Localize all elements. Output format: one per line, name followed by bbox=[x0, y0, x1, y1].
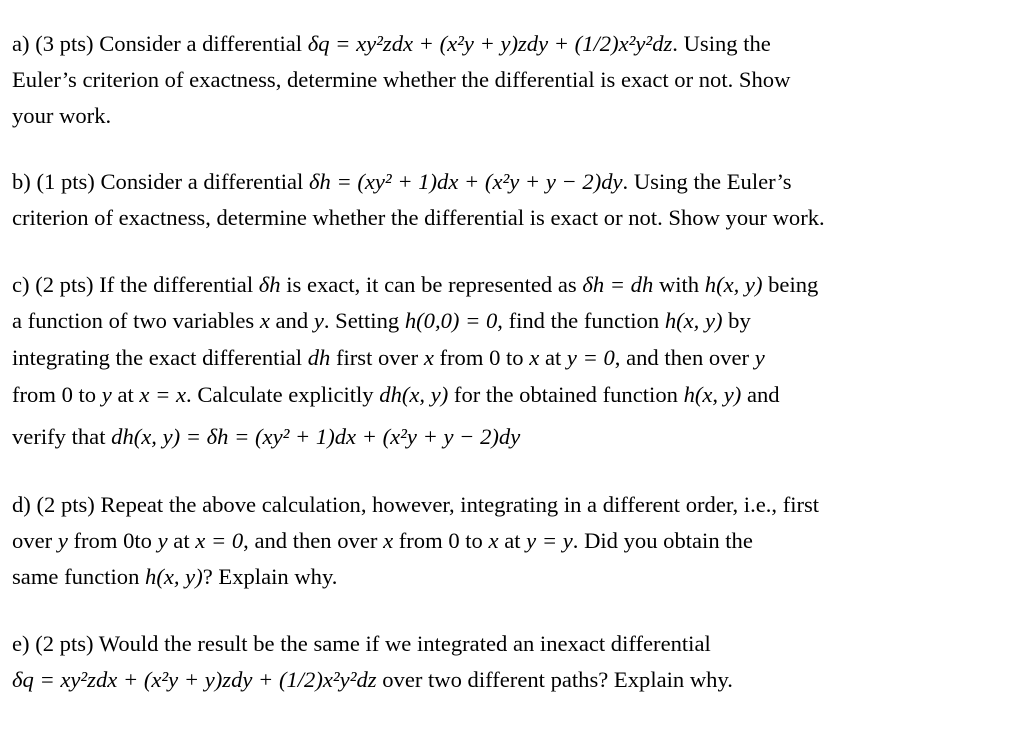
math: δh = dh bbox=[582, 272, 654, 297]
problem-b-label: b) (1 pts) Consider a differential bbox=[12, 169, 304, 194]
math: y bbox=[101, 382, 112, 407]
text: from 0 to bbox=[12, 382, 97, 407]
text: by bbox=[728, 308, 751, 333]
math: x bbox=[529, 345, 540, 370]
math: y bbox=[157, 528, 168, 553]
text: and bbox=[746, 382, 780, 407]
text: over bbox=[12, 528, 53, 553]
text: , and then over bbox=[243, 528, 378, 553]
math: h(x, y) bbox=[664, 308, 723, 333]
problem-a-equation: δq = xy²zdx + (x²y + y)zdy + (1/2)x²y²dz bbox=[307, 31, 673, 56]
problem-e bbox=[12, 626, 1020, 698]
text: verify that bbox=[12, 424, 106, 449]
math: h(x, y) bbox=[683, 382, 742, 407]
text: and bbox=[275, 308, 309, 333]
text: is exact, it can be represented as bbox=[286, 272, 577, 297]
math: x bbox=[488, 528, 499, 553]
math: y bbox=[313, 308, 324, 333]
problem-b bbox=[12, 164, 1020, 236]
problem-c-line-1 bbox=[12, 267, 1020, 303]
math: y = y bbox=[526, 528, 573, 553]
text: from 0 to bbox=[439, 345, 524, 370]
text: ? Explain why. bbox=[202, 564, 338, 589]
math: δq = xy²zdx + (x²y + y)zdy + (1/2)x²y²dz bbox=[12, 667, 377, 692]
problem-c bbox=[12, 267, 1020, 455]
math: x bbox=[423, 345, 434, 370]
math: δh bbox=[258, 272, 281, 297]
problem-b-line-1 bbox=[12, 164, 1020, 200]
text: c) (2 pts) If the differential bbox=[12, 272, 254, 297]
problem-a bbox=[12, 26, 1020, 134]
text: being bbox=[768, 272, 819, 297]
problem-d-line-2 bbox=[12, 523, 1020, 559]
text: integrating the exact differential bbox=[12, 345, 303, 370]
text: , and then over bbox=[614, 345, 750, 370]
math: x bbox=[259, 308, 270, 333]
problem-c-line-2 bbox=[12, 303, 1020, 340]
math: h(x, y) bbox=[704, 272, 763, 297]
problem-d-line-3 bbox=[12, 559, 1020, 595]
text: with bbox=[658, 272, 700, 297]
text: first over bbox=[335, 345, 419, 370]
problem-d bbox=[12, 487, 1020, 595]
problem-a-line-2: Euler’s criterion of exactness, determine whether the differential is exact or not. Show bbox=[12, 67, 791, 92]
math: dh bbox=[307, 345, 331, 370]
math: h(0,0) = 0 bbox=[404, 308, 498, 333]
text: at bbox=[504, 528, 521, 553]
math: dh(x, y) bbox=[379, 382, 449, 407]
text: . Setting bbox=[323, 308, 400, 333]
problem-e-line-1: e) (2 pts) Would the result be the same if we integrated an inexact differential bbox=[12, 631, 711, 656]
problem-b-equation: δh = (xy² + 1)dx + (x²y + y − 2)dy bbox=[309, 169, 623, 194]
text: . Calculate explicitly bbox=[186, 382, 374, 407]
text: over two different paths? Explain why. bbox=[382, 667, 733, 692]
text: from 0to bbox=[73, 528, 152, 553]
text: , find the function bbox=[497, 308, 660, 333]
math: h(x, y) bbox=[145, 564, 203, 589]
problem-a-label: a) (3 pts) Consider a differential bbox=[12, 31, 303, 56]
text: at bbox=[173, 528, 190, 553]
text: same function bbox=[12, 564, 140, 589]
problem-c-line-4 bbox=[12, 377, 1020, 419]
text: at bbox=[544, 345, 562, 370]
math: y = 0 bbox=[566, 345, 615, 370]
math: dh(x, y) = δh = (xy² + 1)dx + (x²y + y − 2)dy bbox=[111, 424, 521, 449]
math: x bbox=[383, 528, 394, 553]
problem-c-line-5 bbox=[12, 419, 1020, 455]
problem-a-line-1 bbox=[12, 26, 1020, 62]
problem-a-line-3: your work. bbox=[12, 103, 112, 128]
text: for the obtained function bbox=[453, 382, 678, 407]
math: x = 0 bbox=[195, 528, 244, 553]
text: a function of two variables bbox=[12, 308, 255, 333]
math: x = x bbox=[139, 382, 187, 407]
problem-a-text: . Using the bbox=[672, 31, 771, 56]
problem-e-line-2 bbox=[12, 662, 1020, 698]
problem-b-text: . Using the Euler’s bbox=[622, 169, 792, 194]
math: y bbox=[57, 528, 68, 553]
problem-d-line-1: d) (2 pts) Repeat the above calculation, however, integrating in a different order, i.e., first bbox=[12, 492, 820, 517]
text: from 0 to bbox=[398, 528, 483, 553]
problem-c-line-3 bbox=[12, 340, 1020, 377]
problem-b-line-2: criterion of exactness, determine whether the differential is exact or not. Show your work. bbox=[12, 205, 825, 230]
text: . Did you obtain the bbox=[572, 528, 753, 553]
math: y bbox=[754, 345, 765, 370]
text: at bbox=[117, 382, 134, 407]
